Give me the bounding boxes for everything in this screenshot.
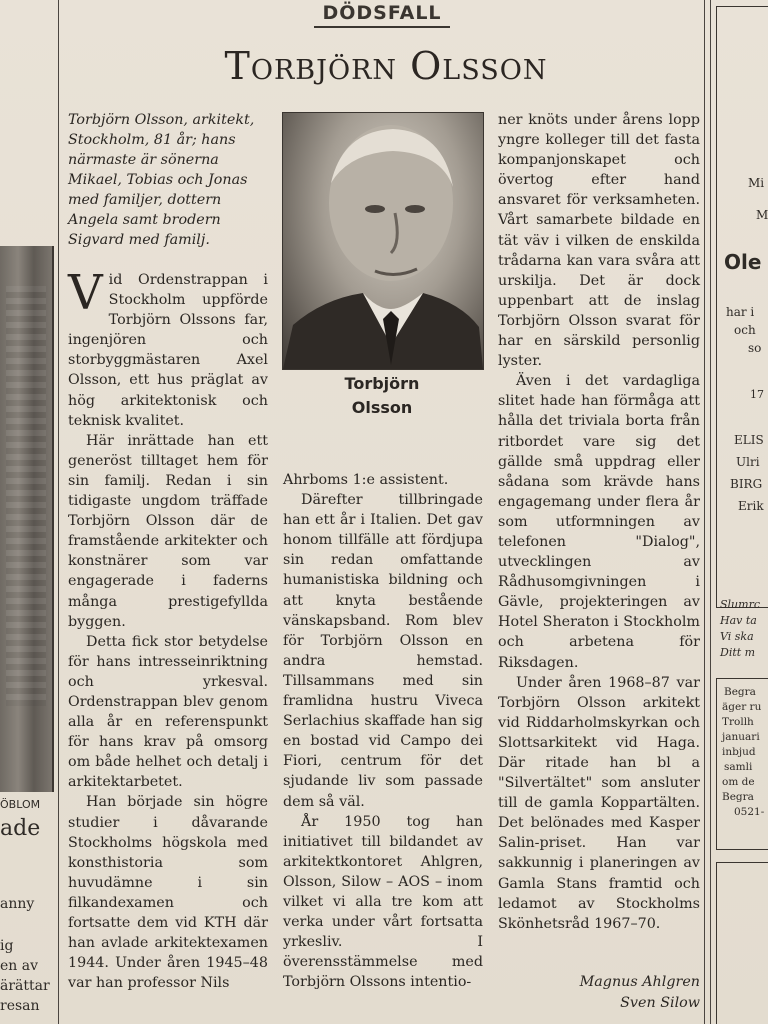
left-fragment: ig: [0, 938, 14, 954]
paragraph: ner knöts under årens lopp yngre kolleger till det fasta kompanjonskapet och övertog efter hand ansvaret för verksamheten. Vårt samarbete bildade en tät väv i vilken de enskilda trådarna kan vara svåra att urskilja. Det är dock uppenbart att de inslag Torbjörn Olsson svarat för har en särskild personlig lyster.: [498, 112, 700, 370]
article-column-1: [68, 265, 268, 993]
paragraph: Därefter tillbringade han ett år i Italien. Det gav honom tillfälle att fördjupa sin redan omfattande humanistiska bildning och att knyta bestående vänskapsband. Rom blev för Torbjörn Olsson en andra hemstad. Tillsammans med sin framlidna hustru Viveca Serlachius skaffade han sig en bostad vid Campo dei Fiori, centrum för det sjudande liv som passade dem så väl.: [283, 492, 483, 810]
photo-caption: [282, 372, 482, 420]
right-fragment: Trollh: [722, 716, 754, 728]
section-label: DÖDSFALL: [314, 2, 450, 28]
right-fragment: BIRG: [730, 477, 763, 491]
column-rule-right: [704, 0, 705, 1024]
right-fragment: januari: [722, 731, 760, 743]
paragraph: Under åren 1968–87 var Torbjörn Olsson arkitekt vid Riddarholmskyrkan och Slottsarkitekt vid Haga. Där ritade han bl a "Silvertältet" som ansluter till de gamla Koppartälten. Det belönades med Kasper Salin-priset. Han var sakkunnig i planeringen av Gamla Stans framtid och ledamot av Stockholms Skönhetsråd 1967–70.: [498, 674, 700, 932]
left-fragment: ÖBLOM: [0, 798, 41, 811]
left-fragment: ärättar: [0, 978, 50, 994]
left-fragment: en av: [0, 958, 39, 974]
obituary-intro: Torbjörn Olsson, arkitekt, Stockholm, 81 år; hans närmaste är sönerna Mikael, Tobias och Jonas med familjer, dottern Angela samt brodern Sigvard med familj.: [68, 112, 255, 248]
right-fragment: Vi ska: [720, 630, 754, 643]
right-fragment: har i: [726, 305, 755, 319]
right-fragment: Ole: [724, 250, 762, 274]
lead-text: id Ordenstrappan i Stockholm uppförde Torbjörn Olssons far, ingenjören och storbyggmästaren Axel Olsson, ett hus präglat av hög arkitektonisk och teknisk kvalitet.: [68, 272, 268, 429]
dropcap: V: [68, 265, 103, 321]
right-fragment: och: [734, 323, 756, 337]
right-fragment: Ulri: [736, 455, 760, 469]
paragraph: År 1950 tog han initiativet till bildandet av arkitektkontoret Ahlgren, Olsson, Silow – AOS – inom vilket vi alla tre kom att verka under vårt fortsatta yrkesliv. I överensstämmelse med Torbjörn Olssons intentio-: [283, 813, 483, 991]
left-adjacent-photo: [0, 246, 54, 792]
caption-line: Olsson: [351, 398, 413, 417]
right-fragment: ELIS: [734, 433, 764, 447]
column-rule-right-double: [710, 0, 711, 1024]
right-fragment: om de: [722, 776, 755, 788]
right-fragment: M: [756, 208, 768, 222]
paragraph: Ahrboms 1:e assistent.: [283, 472, 449, 488]
left-adjacent-column: [0, 0, 58, 1024]
right-fragment: Erik: [738, 499, 764, 513]
paragraph: Även i det vardagliga slitet hade han förmåga att hålla det triviala borta från ritbordet vare sig det gällde små uppdrag eller sådana som krävde hans engagemang under flera år som utformningen av telefonen "Dialog", utvecklingen av Rådhusomgivningen i Gävle, projekteringen av Hotel Sheraton i Stockholm och arbetena för Riksdagen.: [498, 373, 700, 671]
right-fragment: Slumrc: [720, 598, 760, 611]
right-fragment: Mi: [748, 176, 765, 190]
right-fragment: Ditt m: [720, 646, 756, 659]
right-fragment: samli: [724, 761, 753, 773]
right-fragment: Hav ta: [720, 614, 757, 627]
portrait-photo: [282, 112, 484, 370]
left-fragment: resan: [0, 998, 40, 1014]
column-rule-left: [58, 0, 59, 1024]
right-fragment: Begra: [724, 686, 756, 698]
article-column-3: [498, 110, 700, 934]
signature: Magnus Ahlgren: [579, 974, 700, 990]
caption-line: Torbjörn: [344, 374, 420, 393]
adjacent-box: [716, 862, 768, 1024]
paragraph: Här inrättade han ett generöst tilltaget hem för sin familj. Redan i sin tidigaste ungdom träffade Torbjörn Olsson där de framstående arkitekter och konstnärer som var engagerade i faderns många prestigefyllda byggen.: [68, 432, 268, 630]
signature: Sven Silow: [620, 995, 700, 1011]
right-fragment: inbjud: [722, 746, 756, 758]
lead-paragraph: [68, 265, 268, 431]
left-fragment: ade: [0, 816, 41, 841]
right-fragment: äger ru: [722, 701, 762, 713]
paragraph: Han började sin högre studier i dåvarande Stockholms högskola med konsthistoria som huvudämne i sin filkandexamen och fortsatte dem vid KTH där han avlade arkitektexamen 1944. Under åren 1945–48 var han professor Nils: [68, 794, 268, 992]
right-fragment: Begra: [722, 791, 754, 803]
right-fragment: so: [748, 341, 762, 355]
portrait-illustration: [283, 113, 483, 369]
right-fragment: 17: [750, 388, 764, 401]
paragraph: Detta fick stor betydelse för hans intresseinriktning och yrkesval. Ordenstrappan blev genom alla år en referenspunkt för hans krav på omsorg om både helhet och detalj i arkitektarbetet.: [68, 633, 268, 791]
right-fragment: 0521-: [734, 806, 765, 818]
left-fragment: anny: [0, 896, 35, 912]
article-column-2: [283, 470, 483, 992]
headline: Torbjörn Olsson: [224, 44, 548, 88]
right-adjacent-column: [712, 0, 768, 1024]
